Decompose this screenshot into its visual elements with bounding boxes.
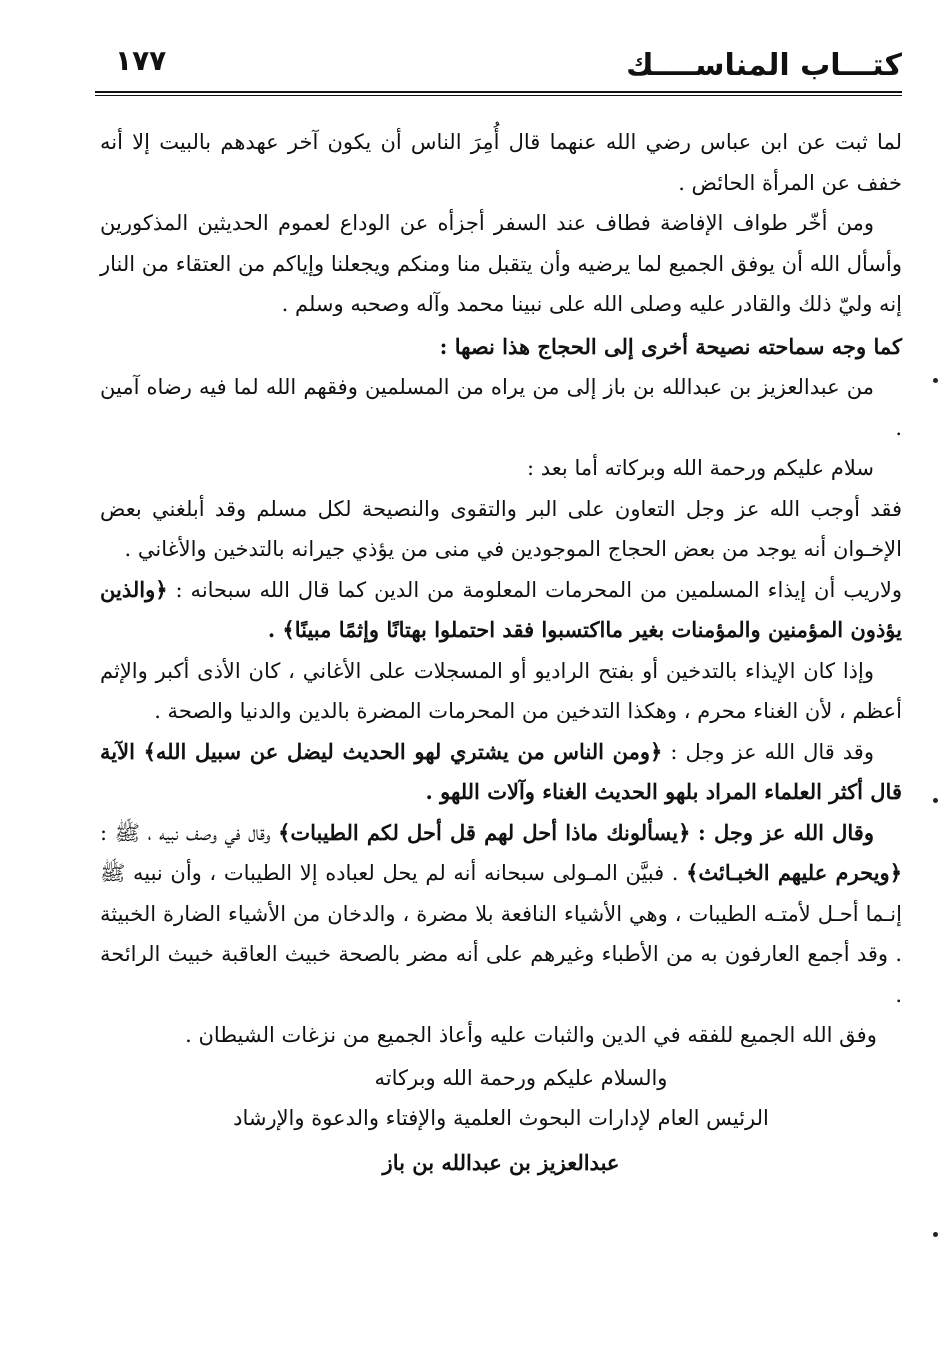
page-body — [100, 122, 902, 1183]
paragraph: وإذا كان الإيذاء بالتدخين أو بفتح الراديو أو المسجلات على الأغاني ، كان الأذى أكبر والإثم أعظم ، لأن الغناء محرم ، وهكذا التدخين من المحرمات المضرة بالدين والدنيا والصحة . — [100, 658, 902, 723]
section-heading: كما وجه سماحته نصيحة أخرى إلى الحجاج هذا نصها : — [439, 333, 902, 359]
quran-verse: ﴿يسألونك ماذا أحل لهم قل أحل لكم الطيبات﴾ — [278, 819, 691, 845]
paragraph — [100, 813, 902, 1016]
signature-block — [100, 1058, 902, 1184]
quran-verse: ﴿والذين يؤذون المؤمنين والمؤمنات بغير مااكتسبوا فقد احتملوا بهتانًا وإثمًا مبينًا﴾ . — [100, 576, 902, 642]
paragraph: وفق الله الجميع للفقه في الدين والثبات عليه وأعاذ الجميع من نزغات الشيطان . — [185, 1023, 877, 1047]
quran-verse: ﴿ويحرم عليهم الخبـائث﴾ — [686, 860, 902, 885]
header-rule — [95, 91, 902, 96]
paragraph-text: ولاريب أن إيذاء المسلمين من المحرمات المعلومة من الدين كما قال الله سبحانه : — [175, 577, 902, 602]
paragraph-text: وقد قال الله عز وجل : — [670, 739, 874, 764]
paragraph-text: وقال في وصف نبيه ، ﷺ : — [100, 820, 271, 845]
margin-mark — [933, 798, 938, 803]
paragraph: فقد أوجب الله عز وجل التعاون على البر والتقوى والنصيحة لكل مسلم وقد أبلغني بعض الإخـوان أنه يوجد من بعض الحجاج الموجودين في منى من يؤذي جيرانه بالتدخين والأغاني . — [100, 496, 902, 561]
paragraph: ومن أخّر طواف الإفاضة فطاف عند السفر أجزأه عن الوداع لعموم الحديثين المذكورين وأسأل الله أن يوفق الجميع لما يرضيه وأن يتقبل منا ومنكم ويجعلنا وإياكم من العتقاء من النار إنه وليّ ذلك والقادر عليه وصلى الله على نبينا محمد وآله وصحبه وسلم . — [100, 211, 902, 316]
page-header — [95, 38, 902, 96]
signature-closing: والسلام عليكم ورحمة الله وبركاته — [374, 1065, 668, 1090]
signature-position: الرئيس العام لإدارات البحوث العلمية والإفتاء والدعوة والإرشاد — [233, 1106, 769, 1130]
paragraph — [100, 570, 902, 651]
paragraph: سلام عليكم ورحمة الله وبركاته أما بعد : — [527, 456, 874, 480]
paragraph: من عبدالعزيز بن عبدالله بن باز إلى من يراه من المسلمين وفقهم الله لما فيه رضاه آمين . — [100, 375, 902, 440]
quran-verse: ﴿ومن الناس من يشتري لهو الحديث ليضل عن سبيل الله﴾ الآية قال أكثر العلماء المراد بلهو الحديث الغناء وآلات اللهو . — [100, 738, 902, 804]
margin-mark — [933, 378, 938, 383]
paragraph — [100, 732, 902, 813]
margin-mark — [933, 1232, 938, 1237]
paragraph-text: . فبيَّن المـولى سبحانه أنه لم يحل لعباده إلا الطيبات ، وأن نبيه ﷺ إنـما أحـل لأمتـه الطيبات ، وهي الأشياء النافعة بلا مضرة ، والدخان من الأشياء الضارة الخبيثة . وقد أجمع العارفون به من الأطباء وغيرهم على أنه مضر بالصحة خبيث العاقبة خبيث الرائحة . — [100, 861, 902, 1007]
paragraph-text: وقال الله عز وجل : — [698, 819, 874, 845]
book-title: كتـــاب المناســــك — [626, 48, 902, 83]
paragraph: لما ثبت عن ابن عباس رضي الله عنهما قال أُمِرَ الناس أن يكون آخر عهدهم بالبيت إلا أنه خفف عن المرأة الحائض . — [100, 130, 902, 195]
signature-name: عبدالعزيز بن عبدالله بن باز — [382, 1149, 620, 1175]
page-number: ١٧٧ — [115, 44, 167, 77]
